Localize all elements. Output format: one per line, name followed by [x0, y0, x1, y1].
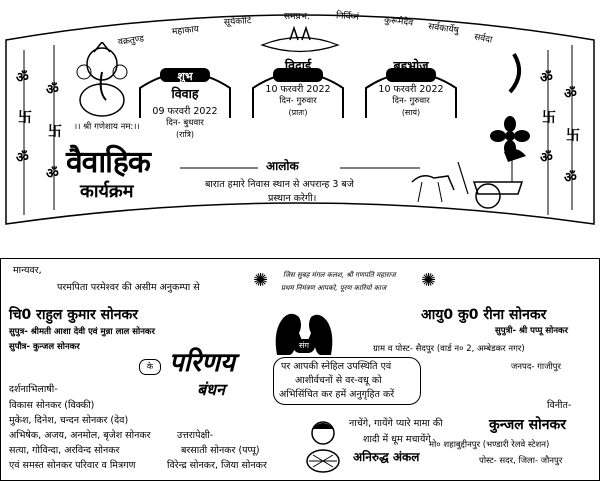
groom-grandchild: सुपौत्र- कुन्जल सोनकर	[9, 342, 80, 352]
vinit-label: विनीत-	[547, 400, 572, 411]
om-icon: ॐ	[46, 166, 59, 182]
ceremony-date: 10 फरवरी 2022	[378, 84, 444, 95]
ceremony-day: दिन- गुरुवार	[279, 96, 317, 106]
om-icon: ॐ	[16, 70, 29, 86]
darshan-name: सत्या, गोविन्दा, अरविन्द सोनकर	[9, 445, 120, 456]
darshan-name: मुकेश, दिनेश, चन्दन सोनकर (देव)	[9, 415, 129, 426]
ganesh-caption: ।। श्री गणेशाय नम:।।	[74, 122, 140, 132]
blessing-word: कुरूमेदेव	[383, 15, 414, 29]
salutation: मान्यवर,	[13, 265, 42, 276]
ceremony-vidai	[254, 58, 342, 118]
alok-line: बारात हमारे निवास स्थान से अपरान्ह 3 बजे	[205, 179, 354, 190]
invite-line: अभिसिंचित कर हमें अनुगृहित करें	[279, 389, 395, 400]
bride-name: आयु0 कु0 रीना सोनकर	[421, 307, 547, 323]
ke-badge: के	[139, 359, 161, 375]
ceremony-date: 10 फरवरी 2022	[265, 84, 331, 95]
child-drummer-icon	[301, 419, 345, 477]
intro-text: परमपिता परमेश्वर की असीम अनुकम्पा से	[57, 282, 200, 293]
om-icon: ॐ	[540, 70, 553, 86]
ceremony-time: (सायं)	[401, 108, 421, 117]
ceremony-name: विवाह	[171, 86, 199, 101]
couplet-line: प्रथम निमंत्रण आपको, पूरण कारियो काज	[281, 284, 387, 292]
doli-procession-icon	[408, 142, 533, 212]
ceremony-day: दिन- गुरुवार	[392, 96, 430, 106]
swastik-icon: 卐	[18, 110, 32, 126]
ceremony-day: दिन- बुधवार	[166, 118, 204, 128]
ceremony-name: विदाई	[284, 58, 312, 73]
child-name: अनिरुद्ध अंकल	[353, 450, 420, 464]
ceremony-time: (रात्रि)	[175, 130, 195, 139]
child-line: नाचेंगे, गायेंगे प्यारे मामा की	[349, 418, 443, 429]
om-icon: ॐ	[564, 170, 577, 186]
uttar-name: बरसाती सोनकर (पप्पू)	[181, 445, 260, 456]
darshan-label: दर्शनाभिलाषी-	[9, 384, 58, 395]
ceremony-card	[0, 0, 600, 228]
blessing-word: निर्विघ्नं	[335, 11, 360, 23]
swastik-icon: 卐	[566, 128, 580, 144]
uttar-name: विरेन्द्र सोनकर, जिया सोनकर	[167, 460, 267, 471]
om-icon: ॐ	[16, 150, 29, 166]
blessing-word: वक्रतुण्ड	[117, 34, 145, 48]
flower-ornament-icon: ✺	[421, 270, 437, 291]
flower-ornament-icon: ✺	[253, 270, 269, 291]
sang-badge: संग	[293, 339, 315, 353]
swastik-icon: 卐	[48, 124, 62, 140]
invite-line: पर आपकी स्नेहिल उपस्थिति एवं	[281, 361, 392, 372]
invite-line: आशीर्वचनों से वर-वधू को	[295, 375, 382, 386]
groom-name: चि0 राहुल कुमार सोनकर	[9, 307, 138, 323]
child-line: शादी में धूम मचायेंगे	[363, 434, 431, 445]
alok-title: आलोक	[266, 159, 299, 173]
ceremony-bahubhoj	[367, 58, 455, 118]
parinay-title: परिणय	[169, 348, 236, 378]
ceremony-vivah	[141, 69, 229, 140]
vinit-address: मो० शहाबुद्दीनपुर (भण्डारी रेलवे स्टेशन)	[429, 440, 550, 450]
bride-village: ग्राम व पोस्ट- सैदपुर (वार्ड न० 2, अम्बेडकर नगर)	[373, 344, 525, 354]
ceremony-name: बहूभोज	[393, 58, 429, 73]
darshan-name: एवं समस्त सोनकर परिवार व मित्रगण	[9, 460, 136, 471]
om-icon: ॐ	[46, 82, 59, 98]
parinay-subtitle: बंधन	[197, 380, 225, 399]
ceremony-date: 09 फरवरी 2022	[152, 106, 218, 117]
card-subtitle: कार्यक्रम	[80, 181, 134, 202]
blessing-word: सूर्यकोटि	[223, 16, 252, 28]
blessing-word: सर्वदा	[473, 32, 493, 46]
invitation-card	[0, 258, 600, 481]
bride-district: जनपद- गाजीपुर	[511, 362, 561, 372]
blessing-word: सर्वकार्येषु	[427, 21, 460, 37]
ganesh-icon	[72, 42, 132, 120]
vinit-name: कुन्जल सोनकर	[489, 417, 567, 433]
blessing-word: महाकाय	[171, 24, 200, 38]
groom-parents: सुपुत्र- श्रीमती आशा देवी एवं मुन्ना लाल सोनकर	[9, 327, 155, 337]
alok-line: प्रस्थान करेगी।	[268, 193, 317, 204]
card-title: वैवाहिक	[66, 145, 150, 180]
swastik-icon: 卐	[542, 110, 556, 126]
couplet-line: जिस सुबह मंगल कलश, श्री गणपति महाराज	[283, 271, 396, 279]
vinit-address: पोस्ट- सदर, जिला- जौनपुर	[479, 456, 563, 466]
ceremony-time: (प्रातः)	[288, 108, 308, 117]
om-icon: ॐ	[540, 150, 553, 166]
darshan-name: विकास सोनकर (विक्की)	[9, 400, 95, 411]
bride-parent: सुपुत्री- श्री पप्पू सोनकर	[495, 326, 569, 336]
darshan-name: अभिषेक, अजय, अनमोल, बृजेश सोनकर	[9, 430, 151, 441]
uttar-label: उत्तरापेक्षी-	[177, 430, 214, 441]
om-icon: ॐ	[564, 86, 577, 102]
blessing-word: समप्रभ:	[284, 12, 310, 22]
ceremony-kicker: शुभ	[177, 70, 193, 83]
